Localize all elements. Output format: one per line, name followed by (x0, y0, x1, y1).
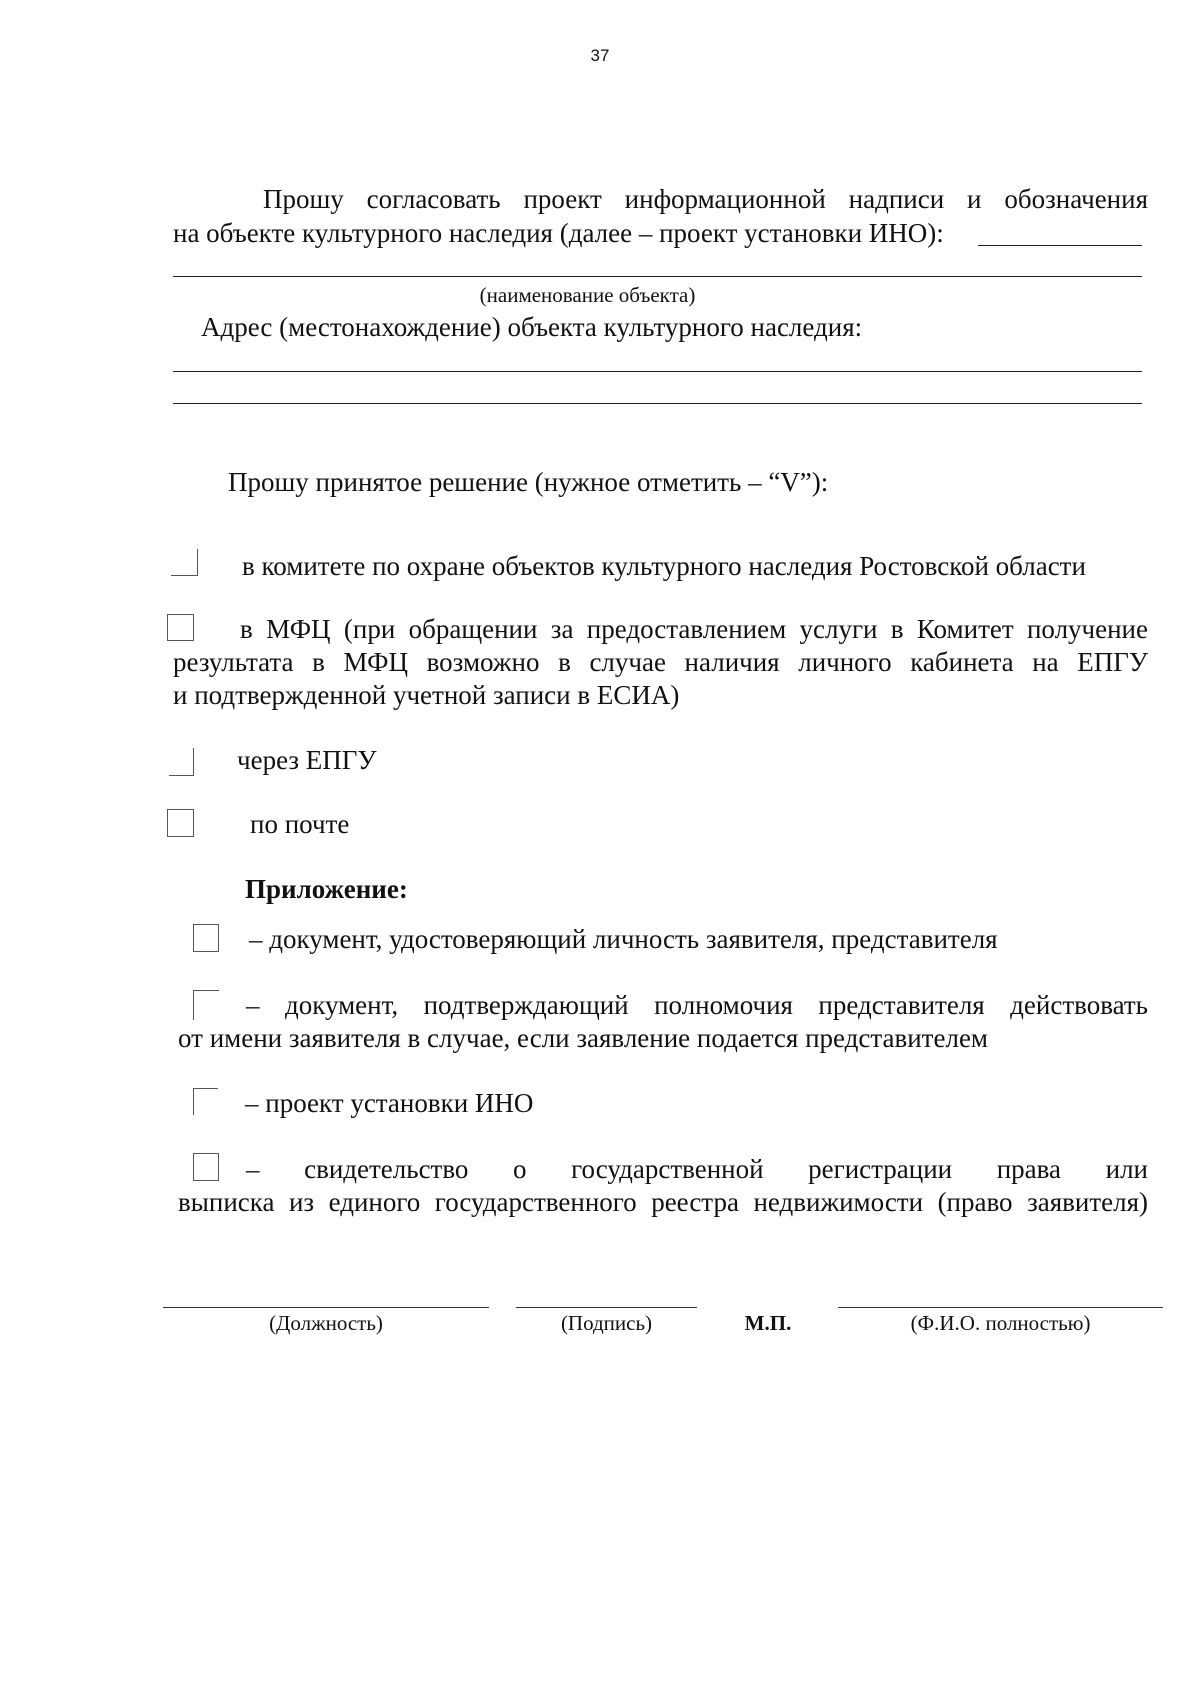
checkbox-ino-project[interactable] (193, 1088, 218, 1115)
option-mfc-line-3: и подтвержденной учетной записи в ЕСИА) (173, 680, 680, 710)
checkbox-committee[interactable] (171, 549, 198, 576)
attachments-heading: Приложение: (245, 874, 408, 904)
object-name-caption: (наименование объекта) (479, 283, 696, 307)
option-committee-label: в комитете по охране объектов культурного наследия Ростовской области (242, 551, 1086, 581)
attachment-authority-line-1: – документ, подтверждающий полномочия представителя действовать (246, 990, 1148, 1020)
checkbox-post[interactable] (167, 809, 194, 837)
position-label: (Должность) (269, 1311, 383, 1335)
address-field-line-2[interactable] (173, 403, 1142, 404)
stamp-label: М.П. (744, 1311, 792, 1335)
request-line-1: Прошу согласовать проект информационной надписи и обозначения (263, 184, 1148, 214)
object-name-field[interactable] (173, 276, 1142, 277)
page-number: 37 (590, 46, 610, 65)
option-epgu-label: через ЕПГУ (237, 745, 377, 775)
address-field-line-1[interactable] (173, 371, 1142, 372)
request-line-2: на объекте культурного наследия (далее – проект установки ИНО): (173, 218, 944, 248)
attachment-registration-line-1: – свидетельство о государственной регистрации права или (246, 1154, 1148, 1184)
signature-line[interactable] (516, 1307, 697, 1308)
checkbox-registration-certificate[interactable] (193, 1153, 219, 1181)
full-name-label: (Ф.И.О. полностью) (910, 1311, 1091, 1335)
checkbox-epgu[interactable] (169, 748, 194, 776)
address-label: Адрес (местонахождение) объекта культурного наследия: (201, 312, 863, 342)
checkbox-identity-document[interactable] (193, 924, 219, 952)
decision-prompt: Прошу принятое решение (нужное отметить – “V”): (228, 467, 829, 497)
attachment-ino-label: – проект установки ИНО (245, 1088, 534, 1118)
attachment-authority-line-2: от имени заявителя в случае, если заявление подается представителем (178, 1023, 989, 1053)
option-mfc-line-2: результата в МФЦ возможно в случае наличия личного кабинета на ЕПГУ (173, 647, 1148, 677)
attachment-registration-line-2: выписка из единого государственного реестра недвижимости (право заявителя) (178, 1187, 1148, 1217)
option-post-label: по почте (250, 809, 350, 839)
signature-label: (Подпись) (560, 1311, 653, 1335)
attachment-identity-label: – документ, удостоверяющий личность заявителя, представителя (249, 924, 998, 954)
object-name-field-end[interactable] (978, 245, 1142, 246)
checkbox-authority-document[interactable] (193, 990, 219, 1020)
position-line[interactable] (163, 1307, 489, 1308)
option-mfc-line-1: в МФЦ (при обращении за предоставлением услуги в Комитет получение (240, 614, 1148, 644)
checkbox-mfc[interactable] (167, 614, 194, 641)
full-name-line[interactable] (838, 1307, 1163, 1308)
